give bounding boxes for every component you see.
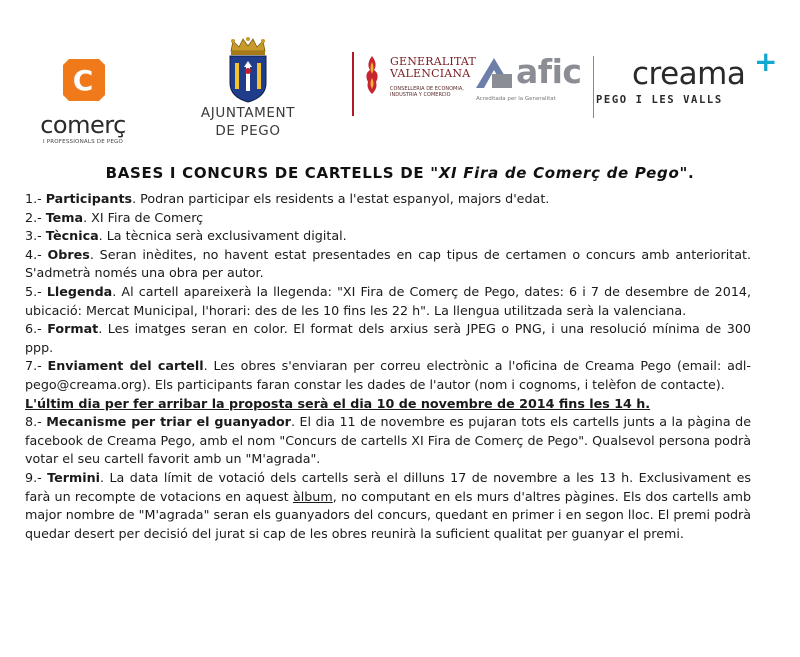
comerc-logo-word: comerç — [40, 111, 126, 139]
comerc-logo-subtitle: I PROFESSIONALS DE PEGO — [42, 139, 124, 145]
rule-number: 6.- — [25, 321, 48, 337]
rule-item-7 — [25, 357, 751, 394]
rule-term: Tema — [45, 209, 84, 225]
rule-term: Termini — [47, 469, 100, 485]
ajuntament-logo — [188, 37, 308, 139]
rule-number: 3.- — [25, 228, 46, 244]
rule-term: Obres — [47, 246, 90, 262]
generalitat-conselleria — [390, 86, 464, 98]
album-link[interactable]: àlbum — [292, 488, 333, 504]
rule-text: . La data límit de votació dels cartells serà el dilluns 17 de novembre a les 13 h. Exclusivament es farà un recompte de votacions en aquest — [25, 469, 752, 504]
rule-text: . La tècnica serà exclusivament digital. — [98, 228, 347, 244]
rule-term: Enviament del cartell — [47, 358, 204, 374]
rule-number: 4.- — [25, 246, 48, 262]
rule-number: 9.- — [25, 469, 48, 485]
rule-text: . Seran inèdites, no havent estat presentades en cap tipus de certamen o concurs amb anterioritat. S'admetrà només una obra per autor. — [25, 246, 751, 281]
rule-number: 5.- — [25, 283, 47, 299]
rule-number: 2.- — [25, 209, 46, 225]
rule-term: Participants — [45, 191, 133, 206]
coat-of-arms-icon — [219, 37, 277, 103]
rule-text: . Al cartell apareixerà la llegenda: "XI Fira de Comerç de Pego, dates: 6 i 7 de desembre de 2014, ubicació: Mercat Municipal, l'horari: des de les 10 fins les 22 h". La llengua utilitzada serà la valenciana. — [25, 283, 751, 318]
title-event: "XI Fira de Comerç de Pego" — [430, 164, 688, 182]
rule-text: . Podran participar els residents a l'estat espanyol, majors d'edat. — [132, 191, 550, 206]
title-prefix: BASES I CONCURS DE CARTELLS DE — [105, 164, 431, 182]
rule-item-2 — [25, 209, 751, 228]
creama-plus-icon: + — [754, 45, 778, 78]
creama-logo-word: creama — [632, 56, 746, 92]
rule-text: . El dia 11 de novembre es pujaran tots els cartells junts a la pàgina de facebook de Creama Pego, amb el nom "Concurs de cartells XI Fira de Comerç de Pego". Qualsevol persona podrà votar el seu cartell favorit amb un "M'agrada". — [25, 414, 752, 467]
rule-number: 8.- — [25, 414, 47, 430]
rule-number: 7.- — [25, 358, 48, 374]
generalitat-line1: GENERALITAT — [390, 55, 476, 68]
generalitat-conselleria-line1: CONSELLERIA DE ECONOMIA, — [390, 86, 464, 92]
title-suffix: . — [687, 164, 695, 182]
rule-text: . Les imatges seran en color. El format dels arxius serà JPEG o PNG, i una resolució mínima de 300 ppp. — [25, 321, 751, 355]
rule-item-3 — [25, 227, 751, 246]
rule-text-continued: , no computant en els murs d'altres pàgines. Els dos cartells amb major nombre de "M'agrada" seran els guanyadors del concurs, quedant en primer i en segon lloc. El premi podrà quedar desert per decisió del jurat si cap de les obres reunirà la suficient qualitat per guanyar el premi. — [25, 488, 751, 541]
rule-term: Mecanisme per triar el guanyador — [46, 414, 291, 430]
generalitat-conselleria-line2: INDUSTRIA Y COMERCIO — [390, 92, 451, 98]
rule-item-9 — [25, 469, 751, 543]
generalitat-bar — [352, 52, 354, 116]
afic-logo-word: afic — [516, 52, 582, 91]
rule-term: Format — [47, 321, 99, 337]
rule-item-5 — [25, 283, 751, 320]
rule-item-8 — [25, 413, 751, 469]
generalitat-flame-icon — [364, 56, 380, 94]
rule-item-4 — [25, 246, 751, 283]
page-title — [0, 160, 800, 186]
rules-list — [25, 190, 751, 543]
comerc-logo-letter: C — [72, 64, 94, 97]
creama-logo-subtitle: PEGO I LES VALLS — [596, 94, 723, 106]
afic-mark-icon — [476, 58, 512, 88]
rule-text: . XI Fira de Comerç — [83, 209, 204, 225]
rule-item-1 — [25, 190, 751, 209]
rule-term: Tècnica — [45, 228, 99, 244]
logo-divider — [593, 56, 594, 118]
comerc-logo — [40, 55, 126, 145]
rule-number: 1.- — [25, 191, 46, 206]
rule-item-6 — [25, 320, 751, 357]
ajuntament-line2: DE PEGO — [215, 123, 281, 139]
afic-logo-subtitle: Acreditada per la Generalitat — [476, 96, 556, 102]
comerc-logo-icon — [59, 55, 107, 103]
generalitat-name — [390, 56, 476, 80]
contest-rules — [0, 160, 800, 541]
generalitat-line2: VALENCIANA — [390, 67, 471, 80]
header-logos — [0, 0, 800, 148]
rule-text: . Les obres s'enviaran per correu electrònic a l'oficina de Creama Pego (email: adl-pego@creama.org). Els participants faran constar les dades de l'autor (nom i cognoms, i telèfon de contacte). — [25, 358, 752, 392]
deadline-notice: L'últim dia per fer arribar la proposta serà el dia 10 de novembre de 2014 fins les 14 h. — [25, 395, 651, 411]
rule-term: Llegenda — [46, 283, 113, 299]
ajuntament-line1: AJUNTAMENT — [200, 105, 296, 121]
